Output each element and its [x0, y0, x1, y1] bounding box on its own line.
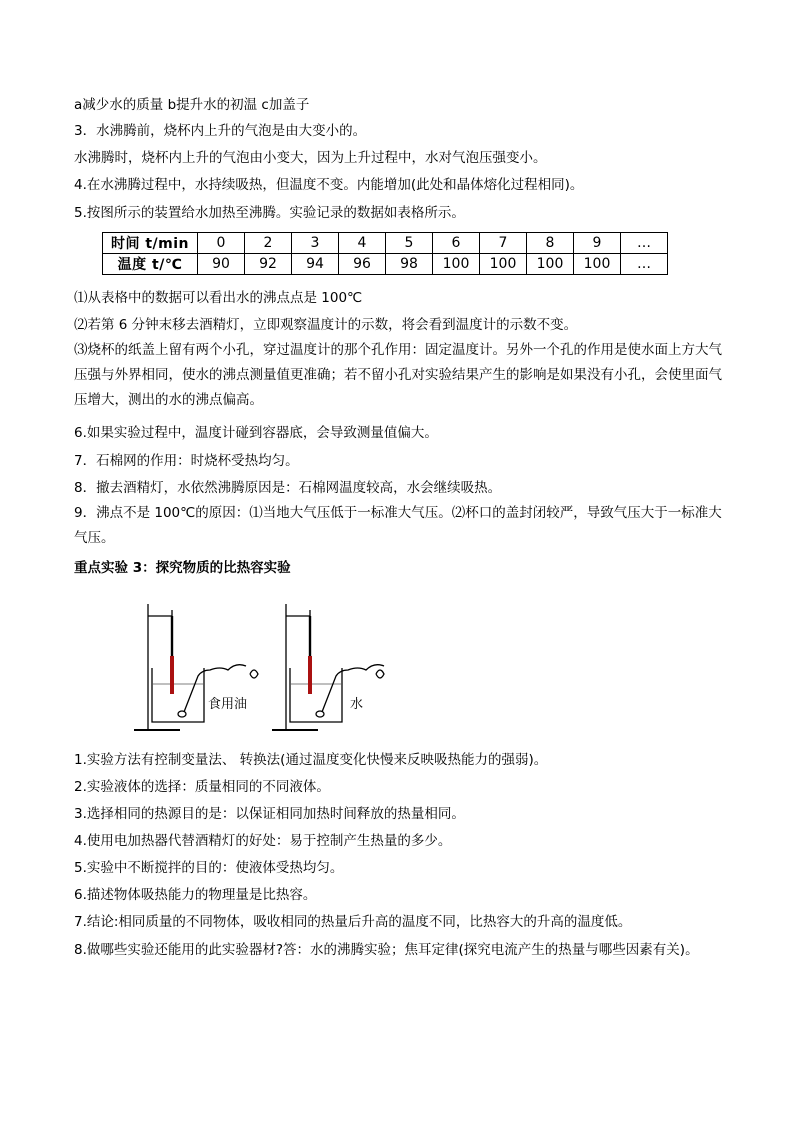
text-line: 6.如果实验过程中，温度计碰到容器底，会导致测量值偏大。 — [74, 425, 438, 441]
time-cell: 0 — [198, 233, 245, 254]
oil-label: 食用油 — [208, 697, 248, 712]
table-row-temp — [103, 254, 668, 275]
table-row-time — [103, 233, 668, 254]
time-cell: 9 — [574, 233, 621, 254]
text-paragraph: 9．沸点不是 100℃的原因：⑴当地大气压低于一标准大气压。⑵杯口的盖封闭较严，导致气压大于一标准大气压。 — [74, 505, 722, 546]
text-line: 1.实验方法有控制变量法、 转换法(通过温度变化快慢来反映吸热能力的强弱)。 — [74, 752, 548, 768]
temp-cell: 100 — [480, 254, 527, 275]
temp-cell: 100 — [433, 254, 480, 275]
text-line: 3.选择相同的热源目的是：以保证相同加热时间释放的热量相同。 — [74, 806, 465, 822]
thermometer-liquid — [170, 656, 174, 694]
temp-cell: 96 — [339, 254, 386, 275]
temp-cell: 100 — [574, 254, 621, 275]
time-cell: 2 — [245, 233, 292, 254]
section-heading: 重点实验 3：探究物质的比热容实验 — [74, 560, 291, 576]
boiling-data-table — [102, 232, 668, 275]
temp-cell: 90 — [198, 254, 245, 275]
text-line: 7．石棉网的作用：时烧杯受热均匀。 — [74, 453, 299, 469]
time-cell: 6 — [433, 233, 480, 254]
text-paragraph: ⑶烧杯的纸盖上留有两个小孔，穿过温度计的那个孔作用：固定温度计。另外一个孔的作用是使水面上方大气压强与外界相同，使水的沸点测量值更准确；若不留小孔对实验结果产生的影响是如果没有小孔，会使里面气压增大，测出的水的沸点偏高。 — [74, 342, 722, 408]
time-header-cell: 时间 t/min — [103, 233, 198, 254]
specific-heat-apparatus-figure — [128, 600, 388, 738]
temp-header-cell: 温度 t/℃ — [103, 254, 198, 275]
time-cell: 3 — [292, 233, 339, 254]
text-line: a减少水的质量 b提升水的初温 c加盖子 — [74, 97, 310, 113]
time-cell: … — [621, 233, 668, 254]
temp-cell: 92 — [245, 254, 292, 275]
text-line: 5.实验中不断搅拌的目的：使液体受热均匀。 — [74, 860, 344, 876]
time-cell: 7 — [480, 233, 527, 254]
text-line: 7.结论:相同质量的不同物体，吸收相同的热量后升高的温度不同，比热容大的升高的温度低。 — [74, 914, 632, 930]
text-line: 8.做哪些实验还能用的此实验器材?答：水的沸腾实验；焦耳定律(探究电流产生的热量与哪些因素有关)。 — [74, 942, 699, 958]
water-label: 水 — [350, 697, 364, 712]
text-line: 8．撤去酒精灯，水依然沸腾原因是：石棉网温度较高，水会继续吸热。 — [74, 480, 502, 496]
temp-cell: … — [621, 254, 668, 275]
temp-cell: 94 — [292, 254, 339, 275]
text-line: 水沸腾时，烧杯内上升的气泡由小变大，因为上升过程中，水对气泡压强变小。 — [74, 150, 547, 166]
temp-cell: 98 — [386, 254, 433, 275]
temp-cell: 100 — [527, 254, 574, 275]
text-line: 5.按图所示的装置给水加热至沸腾。实验记录的数据如表格所示。 — [74, 205, 465, 221]
time-cell: 4 — [339, 233, 386, 254]
text-line: ⑴从表格中的数据可以看出水的沸点点是 100℃ — [74, 290, 363, 306]
time-cell: 8 — [527, 233, 574, 254]
text-line: 6.描述物体吸热能力的物理量是比热容。 — [74, 887, 317, 903]
time-cell: 5 — [386, 233, 433, 254]
text-line: 2.实验液体的选择：质量相同的不同液体。 — [74, 779, 330, 795]
text-line: ⑵若第 6 分钟末移去酒精灯，立即观察温度计的示数，将会看到温度计的示数不变。 — [74, 317, 578, 333]
text-line: 4.在水沸腾过程中，水持续吸热，但温度不变。内能增加(此处和晶体熔化过程相同)。 — [74, 177, 584, 193]
text-line: 4.使用电加热器代替酒精灯的好处：易于控制产生热量的多少。 — [74, 833, 452, 849]
text-line: 3．水沸腾前，烧杯内上升的气泡是由大变小的。 — [74, 123, 367, 139]
